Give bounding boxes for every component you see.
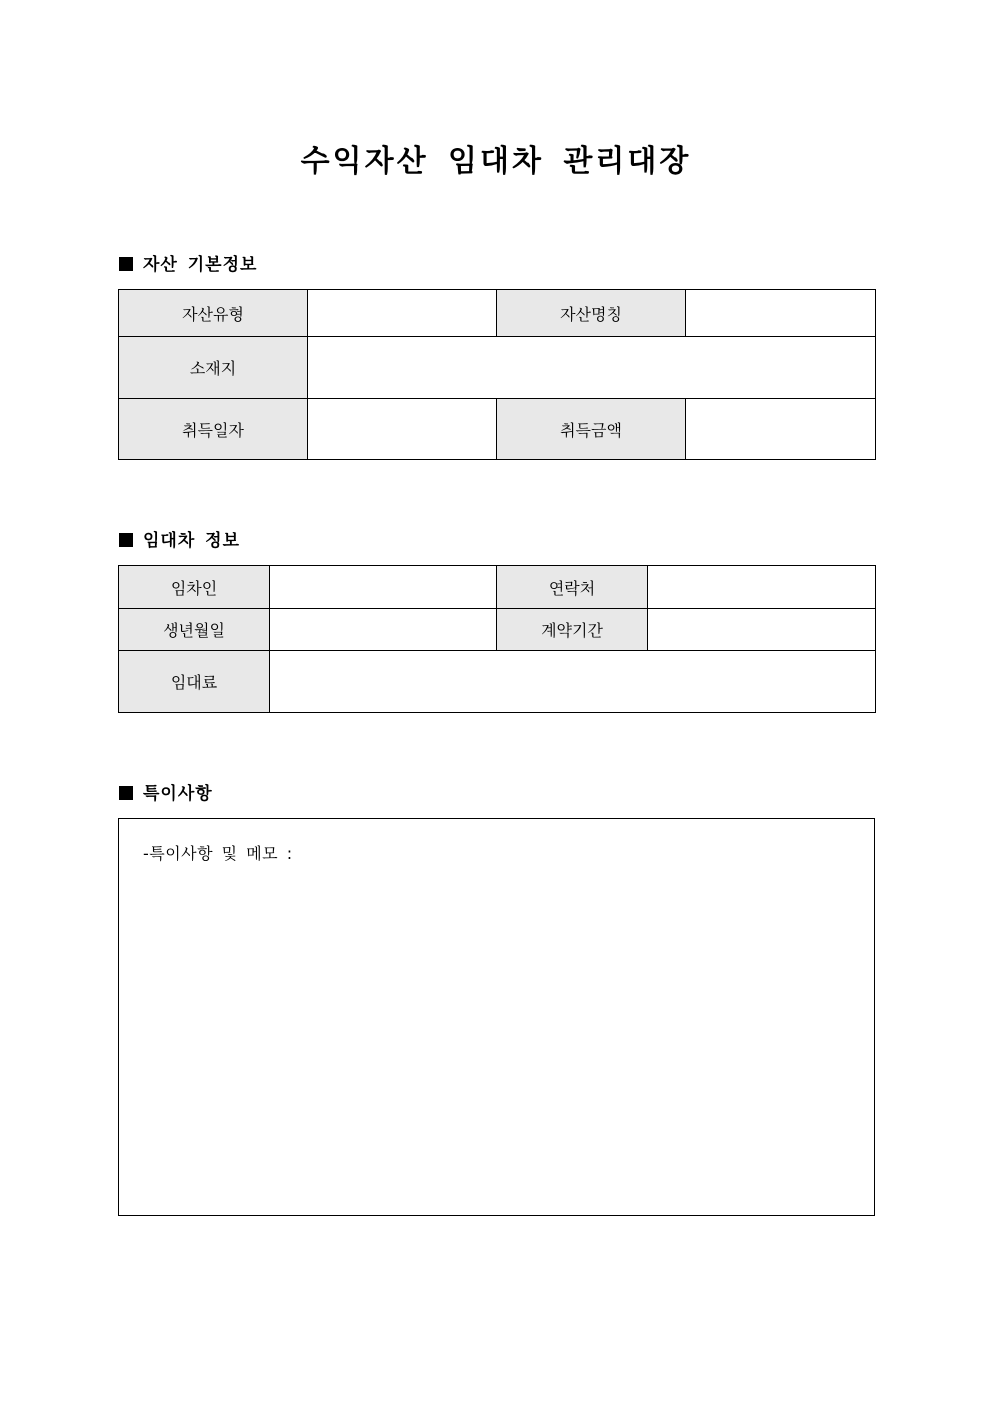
contract-period-label: 계약기간 (497, 609, 648, 651)
page-title: 수익자산 임대차 관리대장 (300, 144, 692, 179)
acquisition-amount-field[interactable] (686, 399, 876, 460)
lease-info-table (118, 565, 876, 713)
remarks-box[interactable] (118, 818, 875, 1216)
asset-info-heading-text: 자산 기본정보 (143, 255, 258, 275)
birthdate-field[interactable] (270, 609, 497, 651)
contact-label: 연락처 (497, 566, 648, 609)
square-bullet-icon (119, 786, 133, 800)
acquisition-date-field[interactable] (308, 399, 497, 460)
asset-info-table (118, 289, 876, 460)
asset-name-field[interactable] (686, 290, 876, 337)
asset-info-heading (119, 253, 257, 277)
remarks-note-text (143, 841, 293, 864)
asset-type-field[interactable] (308, 290, 497, 337)
table-row (119, 290, 876, 337)
birthdate-label: 생년월일 (119, 609, 270, 651)
location-label: 소재지 (119, 337, 308, 399)
tenant-label: 임차인 (119, 566, 270, 609)
asset-type-label: 자산유형 (119, 290, 308, 337)
square-bullet-icon (119, 533, 133, 547)
rent-field[interactable] (270, 651, 876, 713)
table-row (119, 399, 876, 460)
lease-info-heading-text: 임대차 정보 (143, 531, 241, 551)
square-bullet-icon (119, 257, 133, 271)
table-row (119, 609, 876, 651)
remarks-note-prefix: -특이사항 및 메모 : (143, 844, 293, 863)
asset-name-label: 자산명칭 (497, 290, 686, 337)
location-field[interactable] (308, 337, 876, 399)
contract-period-field[interactable] (648, 609, 876, 651)
acquisition-amount-label: 취득금액 (497, 399, 686, 460)
tenant-field[interactable] (270, 566, 497, 609)
table-row (119, 566, 876, 609)
acquisition-date-label: 취득일자 (119, 399, 308, 460)
lease-info-heading (119, 529, 240, 553)
remarks-heading-text: 특이사항 (143, 784, 213, 804)
table-row (119, 651, 876, 713)
contact-field[interactable] (648, 566, 876, 609)
remarks-heading (119, 782, 213, 806)
rent-label: 임대료 (119, 651, 270, 713)
table-row (119, 337, 876, 399)
